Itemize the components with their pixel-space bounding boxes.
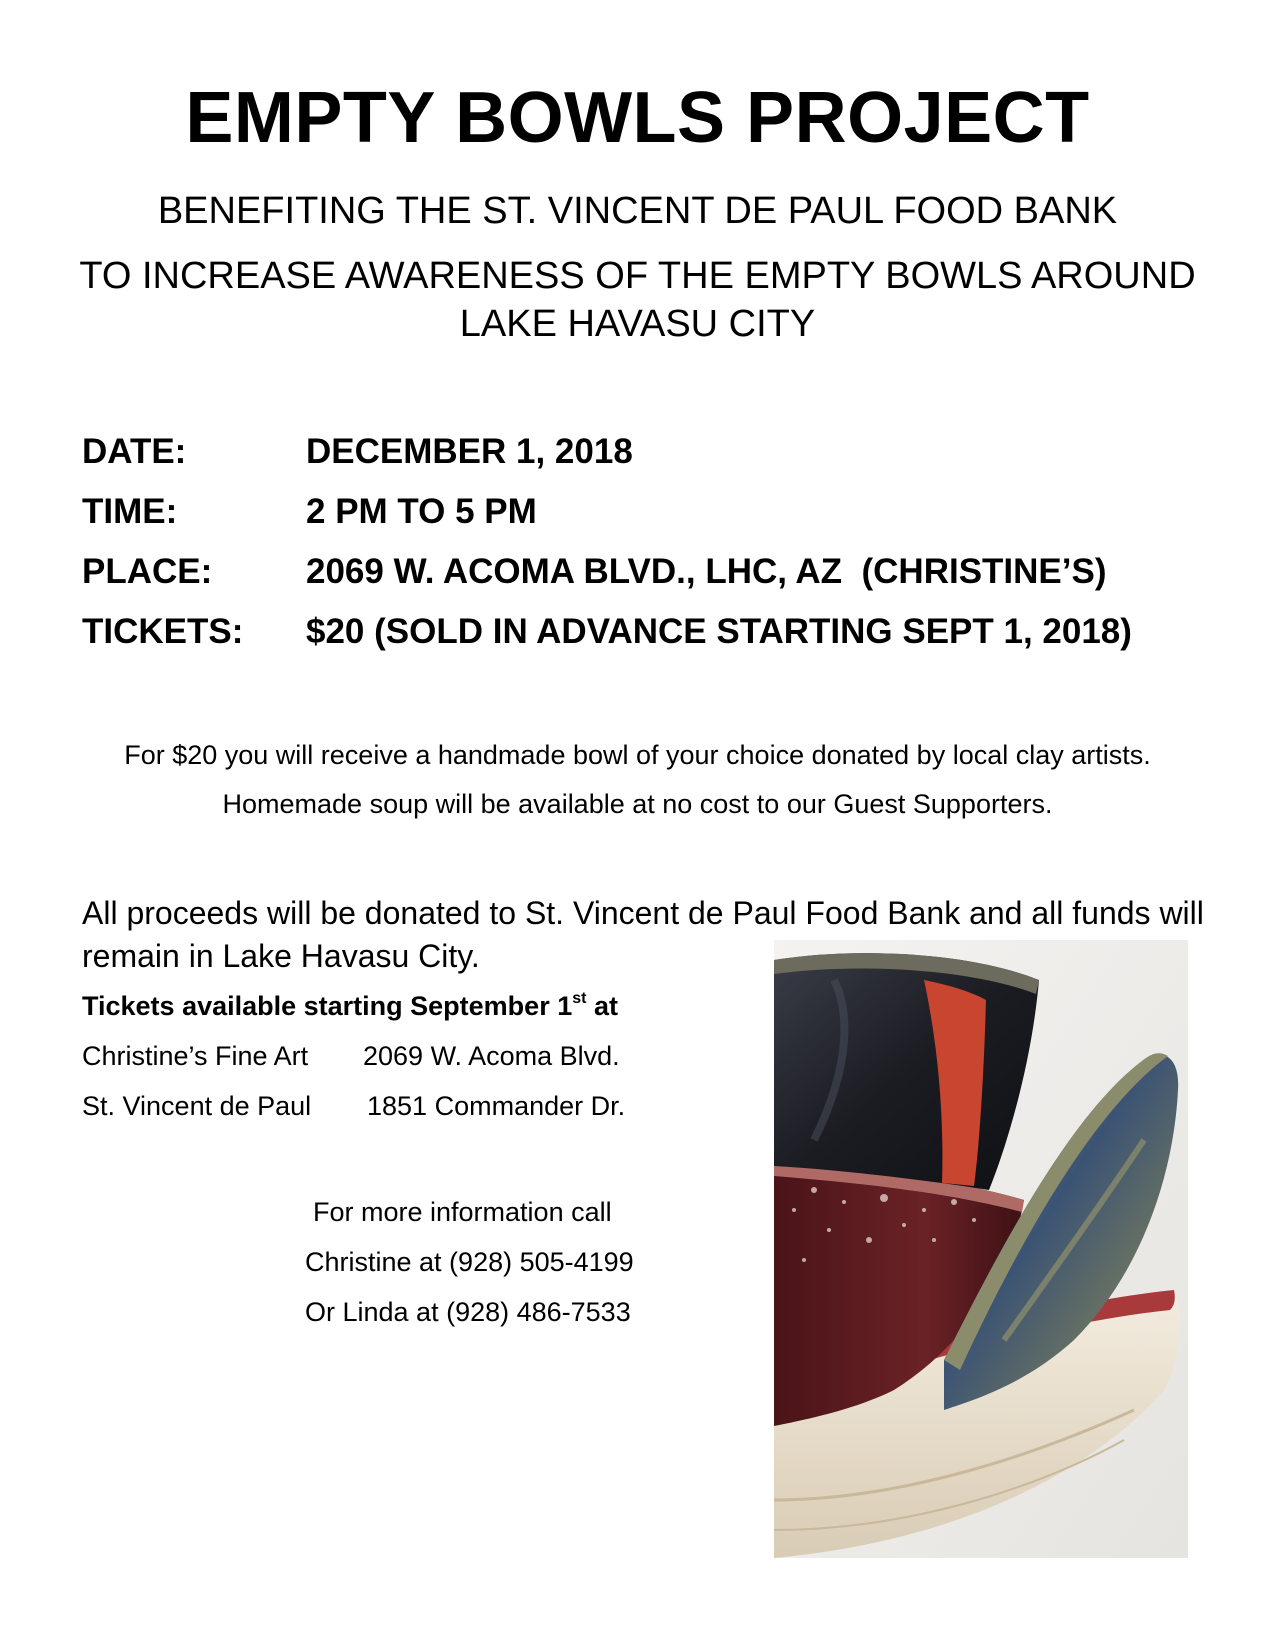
- contact-linda: Or Linda at (928) 486-7533: [305, 1297, 631, 1327]
- date-label: DATE:: [82, 432, 187, 471]
- ticket-availability-heading: [82, 990, 618, 1022]
- offer-line-1: For $20 you will receive a handmade bowl of your choice donated by local clay artists.: [124, 740, 1151, 770]
- time-label: TIME:: [82, 492, 178, 531]
- poster-title: EMPTY BOWLS PROJECT: [185, 78, 1090, 158]
- stacked-bowls-photo: [774, 940, 1188, 1558]
- offer-line-2: Homemade soup will be available at no cost to our Guest Supporters.: [222, 789, 1053, 819]
- availability-suffix: at: [586, 991, 618, 1021]
- proceeds-statement: All proceeds will be donated to St. Vincent de Paul Food Bank and all funds will remain in Lake Havasu City.: [82, 895, 1204, 974]
- tickets-label: TICKETS:: [82, 612, 244, 651]
- location-name: Christine’s Fine Art: [82, 1041, 309, 1071]
- availability-ordinal: st: [572, 990, 587, 1007]
- contact-christine: Christine at (928) 505-4199: [305, 1247, 634, 1277]
- purpose-line-2: LAKE HAVASU CITY: [459, 303, 816, 345]
- purpose-line-1: TO INCREASE AWARENESS OF THE EMPTY BOWLS AROUND: [79, 255, 1196, 297]
- purpose-statement: [0, 252, 1275, 348]
- availability-text: Tickets available starting September 1: [82, 991, 573, 1021]
- location-name: St. Vincent de Paul: [82, 1091, 312, 1121]
- bowls-illustration: [774, 940, 1188, 1558]
- contact-heading: For more information call: [313, 1197, 612, 1227]
- location-address: 1851 Commander Dr.: [367, 1091, 626, 1121]
- place-value: 2069 W. ACOMA BLVD., LHC, AZ (CHRISTINE’S): [306, 552, 1107, 591]
- beneficiary-line: BENEFITING THE ST. VINCENT DE PAUL FOOD BANK: [157, 190, 1118, 232]
- black-bowl: [774, 953, 1039, 1190]
- location-address: 2069 W. Acoma Blvd.: [363, 1041, 620, 1071]
- time-value: 2 PM TO 5 PM: [306, 492, 537, 531]
- place-label: PLACE:: [82, 552, 213, 591]
- date-value: DECEMBER 1, 2018: [306, 432, 633, 471]
- tickets-value: $20 (SOLD IN ADVANCE STARTING SEPT 1, 2018): [306, 612, 1132, 651]
